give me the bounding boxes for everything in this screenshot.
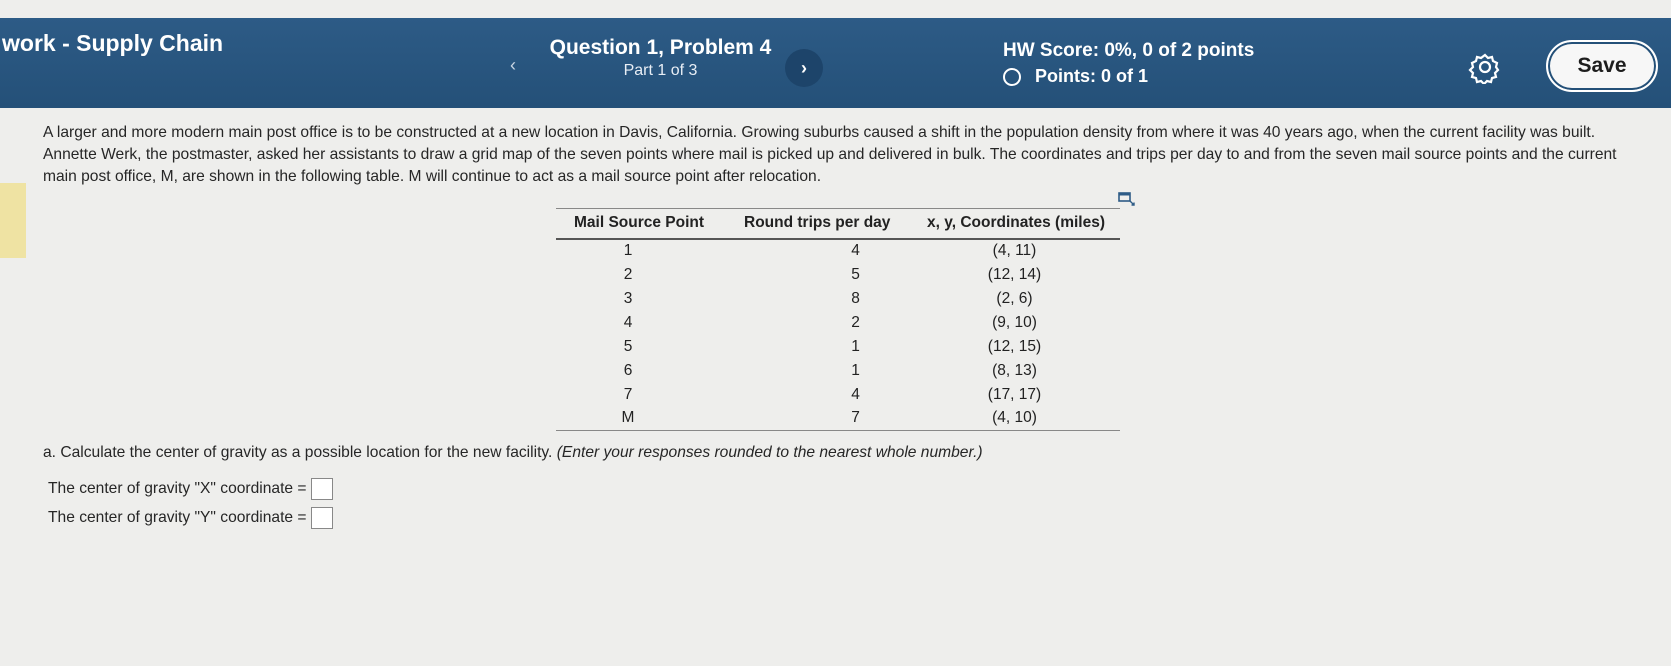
table-cell: 1	[851, 361, 860, 379]
hw-score: HW Score: 0%, 0 of 2 points	[1003, 40, 1255, 61]
table-header-row	[556, 209, 1120, 239]
question-title: Question 1, Problem 4	[549, 36, 772, 59]
table-cell: 5	[851, 265, 860, 283]
y-coordinate-input[interactable]	[311, 507, 333, 529]
table-cell: (12, 14)	[987, 265, 1042, 283]
chevron-left-icon: ‹	[510, 55, 516, 75]
table-cell: 1	[851, 337, 860, 355]
table-row	[556, 287, 1120, 311]
table-cell: 7	[623, 385, 633, 403]
x-coordinate-input[interactable]	[311, 478, 333, 500]
table-cell: 7	[726, 407, 909, 431]
save-button[interactable]: Save	[1546, 40, 1658, 92]
x-coordinate-label: The center of gravity "X" coordinate =	[48, 480, 307, 497]
table-cell: 4	[851, 385, 860, 403]
table-cell: 2	[623, 265, 633, 283]
left-accent-bar	[0, 183, 26, 258]
table-cell: (8, 13)	[992, 361, 1037, 379]
part-a-prompt	[43, 444, 983, 462]
table-cell: (9, 10)	[992, 313, 1037, 331]
circle-icon	[1003, 68, 1021, 86]
table-header: Mail Source Point	[556, 209, 726, 239]
points-row	[1003, 66, 1254, 87]
y-answer-row	[48, 507, 333, 529]
table-row	[556, 383, 1120, 407]
y-coordinate-label: The center of gravity "Y" coordinate =	[48, 509, 307, 526]
table-cell: 5	[623, 337, 633, 355]
table-cell: 8	[851, 289, 860, 307]
top-bar	[0, 18, 1671, 108]
homework-title: work - Supply Chain	[2, 30, 224, 56]
table-cell: (17, 17)	[987, 385, 1042, 403]
table-row	[556, 407, 1120, 431]
table-cell: M	[556, 407, 726, 431]
x-answer-row	[48, 478, 333, 500]
table-popout-icon[interactable]	[1118, 192, 1136, 206]
table-cell: (4, 10)	[909, 407, 1120, 431]
table-header: x, y, Coordinates (miles)	[909, 209, 1120, 239]
score-info	[1003, 40, 1254, 87]
part-a-instruction: (Enter your responses rounded to the nearest whole number.)	[556, 444, 983, 461]
table-cell: (2, 6)	[996, 289, 1033, 307]
table-row	[556, 239, 1120, 263]
table-cell: 4	[623, 313, 633, 331]
table-cell: 6	[623, 361, 633, 379]
points-text: Points: 0 of 1	[1035, 66, 1149, 86]
table-row	[556, 335, 1120, 359]
previous-question-button[interactable]	[500, 52, 526, 78]
settings-button[interactable]	[1468, 50, 1502, 84]
gear-icon	[1468, 50, 1502, 84]
table-header: Round trips per day	[726, 209, 909, 239]
next-question-button[interactable]	[785, 49, 823, 87]
table-row	[556, 311, 1120, 335]
table-cell: 3	[623, 289, 633, 307]
question-part: Part 1 of 3	[623, 62, 698, 79]
table-row	[556, 359, 1120, 383]
table-cell: (12, 15)	[987, 337, 1042, 355]
problem-statement: A larger and more modern main post office is to be constructed at a new location in Davis, California. Growing suburbs caused a shift in the population density from where it was 40 years ago, when the current facility was built. Annette Werk, the postmaster, asked her assistants to draw a grid map of the seven points where mail is picked up and delivered in bulk. The coordinates and trips per day to and from the seven mail source points and the current main post office, M, are shown in the following table. M will continue to act as a mail source point after relocation.	[43, 124, 1617, 185]
chevron-right-icon: ›	[801, 58, 807, 78]
table-cell: (4, 11)	[992, 242, 1037, 259]
table-cell: 4	[851, 242, 860, 259]
table-cell: 2	[851, 313, 860, 331]
mail-source-table	[556, 208, 1120, 431]
question-info	[548, 36, 773, 80]
table-row	[556, 263, 1120, 287]
part-a-question: a. Calculate the center of gravity as a possible location for the new facility.	[43, 444, 553, 461]
table-cell: 1	[623, 242, 633, 259]
